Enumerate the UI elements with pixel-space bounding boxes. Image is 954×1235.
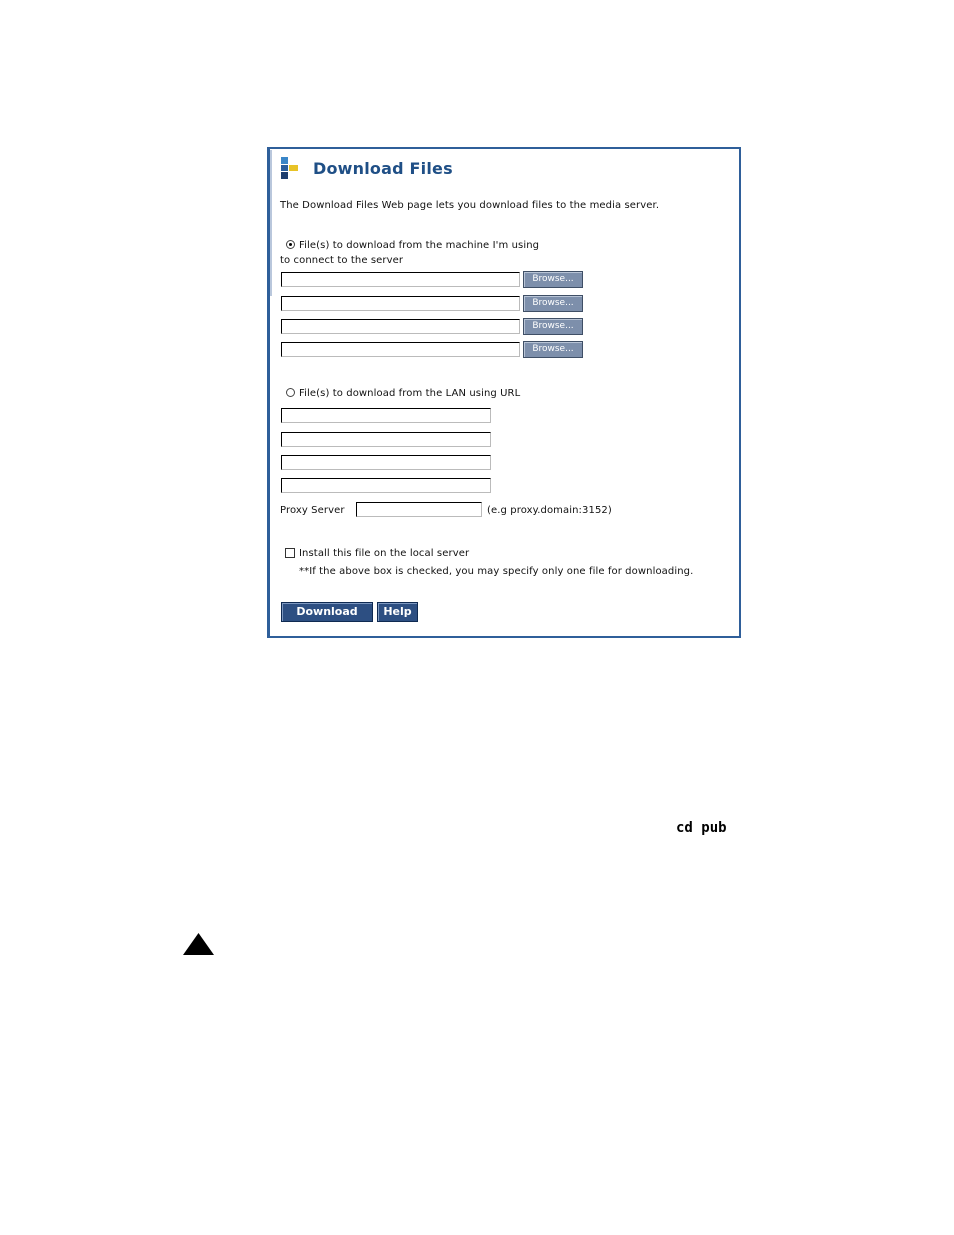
download-button[interactable]: Download bbox=[281, 602, 373, 622]
page-description: The Download Files Web page lets you download files to the media server. bbox=[280, 200, 660, 211]
app-logo-icon bbox=[281, 157, 299, 179]
install-local-checkbox[interactable] bbox=[285, 548, 295, 558]
browse-button-1[interactable]: Browse... bbox=[523, 271, 583, 288]
file-input-1[interactable] bbox=[281, 272, 520, 287]
install-local-note: **If the above box is checked, you may specify only one file for downloading. bbox=[299, 566, 694, 577]
file-input-3[interactable] bbox=[281, 319, 520, 334]
radio-lan-url[interactable] bbox=[286, 388, 295, 397]
proxy-server-label: Proxy Server bbox=[280, 505, 345, 516]
file-input-4[interactable] bbox=[281, 342, 520, 357]
file-input-2[interactable] bbox=[281, 296, 520, 311]
command-text: cd pub bbox=[676, 820, 727, 836]
install-local-label: Install this file on the local server bbox=[299, 548, 470, 559]
browse-button-2[interactable]: Browse... bbox=[523, 295, 583, 312]
url-input-2[interactable] bbox=[281, 432, 491, 447]
url-input-1[interactable] bbox=[281, 408, 491, 423]
panel-left-accent bbox=[270, 150, 272, 296]
radio-local-files-label-cont: to connect to the server bbox=[280, 255, 404, 266]
proxy-server-input[interactable] bbox=[356, 502, 482, 517]
radio-local-files[interactable] bbox=[286, 240, 295, 249]
warning-triangle-icon bbox=[183, 933, 214, 955]
help-button[interactable]: Help bbox=[377, 602, 418, 622]
url-input-4[interactable] bbox=[281, 478, 491, 493]
browse-button-3[interactable]: Browse... bbox=[523, 318, 583, 335]
proxy-server-hint: (e.g proxy.domain:3152) bbox=[487, 505, 612, 516]
page-title: Download Files bbox=[313, 159, 453, 178]
url-input-3[interactable] bbox=[281, 455, 491, 470]
browse-button-4[interactable]: Browse... bbox=[523, 341, 583, 358]
radio-lan-url-label: File(s) to download from the LAN using URL bbox=[299, 388, 521, 399]
radio-local-files-label: File(s) to download from the machine I'm using bbox=[299, 240, 540, 251]
